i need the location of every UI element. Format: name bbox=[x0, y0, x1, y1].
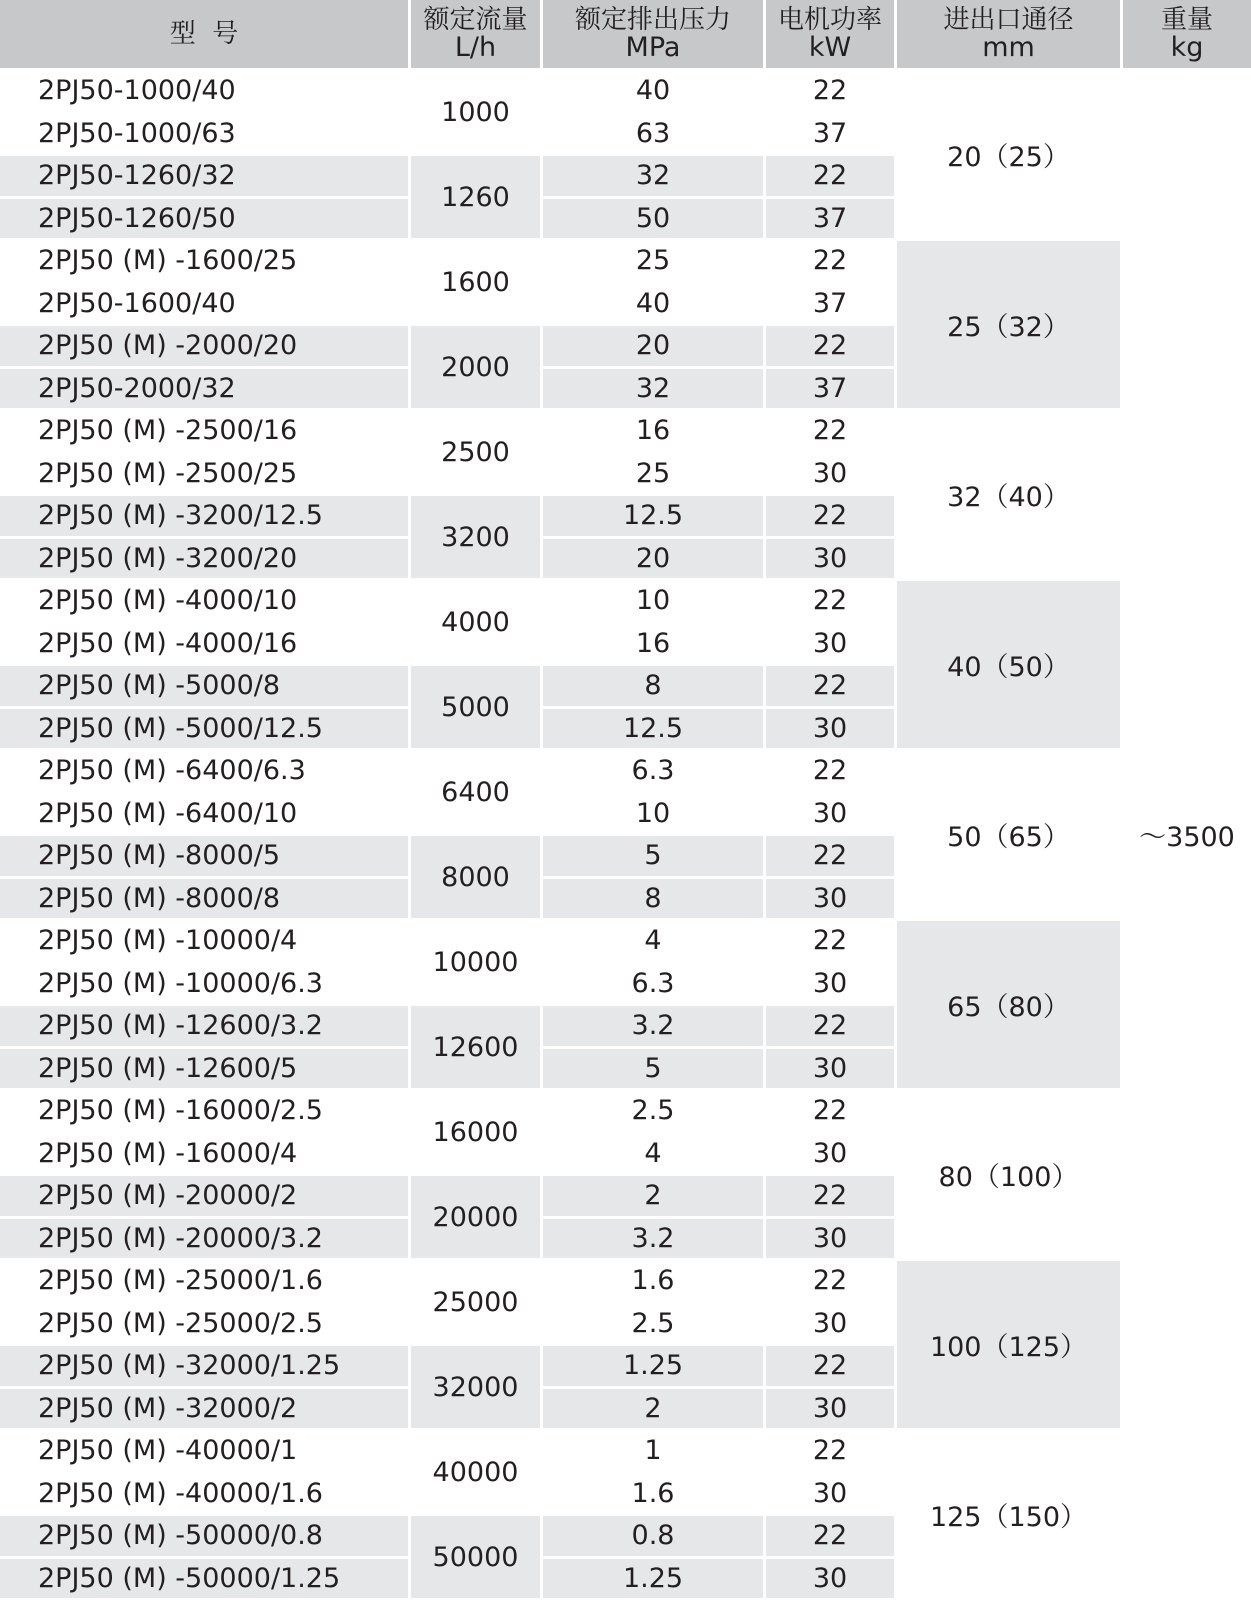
model-cell: 2PJ50 (M) -12600/3.2 bbox=[0, 1006, 408, 1049]
table-row bbox=[0, 921, 1251, 964]
table-row bbox=[0, 1431, 1251, 1474]
pressure-cell: 0.8 bbox=[540, 1516, 763, 1559]
pressure-cell: 1.6 bbox=[540, 1261, 763, 1304]
pressure-unit-label: MPa bbox=[543, 34, 763, 62]
pressure-cell: 3.2 bbox=[540, 1006, 763, 1049]
pressure-cell: 5 bbox=[540, 1049, 763, 1092]
power-cell: 22 bbox=[763, 1006, 894, 1049]
pressure-cell: 5 bbox=[540, 836, 763, 879]
col-header-pressure bbox=[540, 0, 763, 71]
flow-cell: 1260 bbox=[408, 156, 540, 241]
flow-cell: 8000 bbox=[408, 836, 540, 921]
flow-cell: 2500 bbox=[408, 411, 540, 496]
model-cell: 2PJ50 (M) -3200/12.5 bbox=[0, 496, 408, 539]
table-row bbox=[0, 581, 1251, 624]
model-cell: 2PJ50 (M) -32000/1.25 bbox=[0, 1346, 408, 1389]
flow-cell: 32000 bbox=[408, 1346, 540, 1431]
model-cell: 2PJ50 (M) -8000/5 bbox=[0, 836, 408, 879]
pressure-cell: 63 bbox=[540, 114, 763, 157]
table-row bbox=[0, 411, 1251, 454]
power-cell: 22 bbox=[763, 1091, 894, 1134]
power-cell: 37 bbox=[763, 369, 894, 412]
model-cell: 2PJ50 (M) -8000/8 bbox=[0, 879, 408, 922]
power-cell: 37 bbox=[763, 114, 894, 157]
model-header-label: 型 号 bbox=[170, 19, 239, 49]
power-cell: 22 bbox=[763, 241, 894, 284]
pressure-cell: 1.6 bbox=[540, 1474, 763, 1517]
col-header-diameter bbox=[894, 0, 1120, 71]
power-cell: 30 bbox=[763, 624, 894, 667]
col-header-power bbox=[763, 0, 894, 71]
flow-cell: 5000 bbox=[408, 666, 540, 751]
pressure-cell: 10 bbox=[540, 581, 763, 624]
weight-unit-label: kg bbox=[1123, 34, 1251, 62]
model-cell: 2PJ50 (M) -12600/5 bbox=[0, 1049, 408, 1092]
flow-cell: 20000 bbox=[408, 1176, 540, 1261]
power-cell: 22 bbox=[763, 156, 894, 199]
model-cell: 2PJ50-1260/32 bbox=[0, 156, 408, 199]
pressure-cell: 10 bbox=[540, 794, 763, 837]
power-cell: 30 bbox=[763, 1474, 894, 1517]
model-cell: 2PJ50 (M) -16000/2.5 bbox=[0, 1091, 408, 1134]
pressure-cell: 20 bbox=[540, 539, 763, 582]
model-cell: 2PJ50 (M) -2000/20 bbox=[0, 326, 408, 369]
pressure-cell: 12.5 bbox=[540, 496, 763, 539]
flow-cell: 1000 bbox=[408, 71, 540, 156]
power-cell: 22 bbox=[763, 326, 894, 369]
pressure-cell: 2 bbox=[540, 1176, 763, 1219]
pressure-cell: 50 bbox=[540, 199, 763, 242]
pressure-cell: 3.2 bbox=[540, 1219, 763, 1262]
pressure-cell: 32 bbox=[540, 369, 763, 412]
pressure-cell: 16 bbox=[540, 411, 763, 454]
diameter-unit-label: mm bbox=[897, 34, 1120, 62]
power-cell: 30 bbox=[763, 709, 894, 752]
power-cell: 22 bbox=[763, 836, 894, 879]
flow-cell: 16000 bbox=[408, 1091, 540, 1176]
model-cell: 2PJ50 (M) -16000/4 bbox=[0, 1134, 408, 1177]
pressure-cell: 25 bbox=[540, 241, 763, 284]
flow-cell: 50000 bbox=[408, 1516, 540, 1601]
power-cell: 30 bbox=[763, 539, 894, 582]
flow-header-label: 额定流量 bbox=[423, 5, 527, 35]
model-cell: 2PJ50-2000/32 bbox=[0, 369, 408, 412]
pressure-cell: 20 bbox=[540, 326, 763, 369]
table-row bbox=[0, 71, 1251, 114]
table-row bbox=[0, 1091, 1251, 1134]
power-cell: 22 bbox=[763, 581, 894, 624]
model-cell: 2PJ50 (M) -40000/1 bbox=[0, 1431, 408, 1474]
diameter-cell: 25（32） bbox=[894, 241, 1120, 411]
model-cell: 2PJ50 (M) -25000/1.6 bbox=[0, 1261, 408, 1304]
header-row bbox=[0, 0, 1251, 71]
power-cell: 30 bbox=[763, 1219, 894, 1262]
table-body bbox=[0, 71, 1251, 1601]
flow-cell: 40000 bbox=[408, 1431, 540, 1516]
pressure-cell: 16 bbox=[540, 624, 763, 667]
model-cell: 2PJ50 (M) -20000/3.2 bbox=[0, 1219, 408, 1262]
model-cell: 2PJ50 (M) -50000/0.8 bbox=[0, 1516, 408, 1559]
diameter-cell: 65（80） bbox=[894, 921, 1120, 1091]
model-cell: 2PJ50-1000/63 bbox=[0, 114, 408, 157]
model-cell: 2PJ50 (M) -50000/1.25 bbox=[0, 1559, 408, 1601]
model-cell: 2PJ50 (M) -25000/2.5 bbox=[0, 1304, 408, 1347]
flow-cell: 25000 bbox=[408, 1261, 540, 1346]
flow-cell: 6400 bbox=[408, 751, 540, 836]
flow-cell: 4000 bbox=[408, 581, 540, 666]
power-cell: 30 bbox=[763, 1049, 894, 1092]
diameter-header-label: 进出口通径 bbox=[943, 5, 1073, 35]
pressure-cell: 6.3 bbox=[540, 751, 763, 794]
pressure-cell: 2.5 bbox=[540, 1304, 763, 1347]
model-cell: 2PJ50 (M) -3200/20 bbox=[0, 539, 408, 582]
table-row bbox=[0, 1261, 1251, 1304]
diameter-cell: 50（65） bbox=[894, 751, 1120, 921]
weight-header-label: 重量 bbox=[1161, 5, 1213, 35]
power-cell: 37 bbox=[763, 284, 894, 327]
pressure-cell: 6.3 bbox=[540, 964, 763, 1007]
col-header-flow bbox=[408, 0, 540, 71]
pressure-cell: 4 bbox=[540, 921, 763, 964]
power-cell: 30 bbox=[763, 1134, 894, 1177]
table-row bbox=[0, 241, 1251, 284]
pressure-cell: 12.5 bbox=[540, 709, 763, 752]
model-cell: 2PJ50 (M) -4000/16 bbox=[0, 624, 408, 667]
pressure-cell: 2.5 bbox=[540, 1091, 763, 1134]
power-unit-label: kW bbox=[766, 34, 894, 62]
power-cell: 30 bbox=[763, 964, 894, 1007]
model-cell: 2PJ50 (M) -20000/2 bbox=[0, 1176, 408, 1219]
pressure-cell: 4 bbox=[540, 1134, 763, 1177]
power-cell: 37 bbox=[763, 199, 894, 242]
power-cell: 22 bbox=[763, 71, 894, 114]
table-row bbox=[0, 751, 1251, 794]
power-header-label: 电机功率 bbox=[778, 5, 882, 35]
power-cell: 22 bbox=[763, 1176, 894, 1219]
power-cell: 22 bbox=[763, 921, 894, 964]
model-cell: 2PJ50-1000/40 bbox=[0, 71, 408, 114]
diameter-cell: 80（100） bbox=[894, 1091, 1120, 1261]
model-cell: 2PJ50 (M) -5000/8 bbox=[0, 666, 408, 709]
flow-cell: 2000 bbox=[408, 326, 540, 411]
model-cell: 2PJ50 (M) -6400/6.3 bbox=[0, 751, 408, 794]
model-cell: 2PJ50 (M) -2500/16 bbox=[0, 411, 408, 454]
power-cell: 30 bbox=[763, 794, 894, 837]
power-cell: 22 bbox=[763, 1516, 894, 1559]
power-cell: 22 bbox=[763, 496, 894, 539]
model-cell: 2PJ50 (M) -40000/1.6 bbox=[0, 1474, 408, 1517]
pressure-cell: 25 bbox=[540, 454, 763, 497]
power-cell: 30 bbox=[763, 1304, 894, 1347]
power-cell: 22 bbox=[763, 411, 894, 454]
diameter-cell: 32（40） bbox=[894, 411, 1120, 581]
pressure-cell: 40 bbox=[540, 284, 763, 327]
pressure-header-label: 额定排出压力 bbox=[575, 5, 731, 35]
model-cell: 2PJ50 (M) -6400/10 bbox=[0, 794, 408, 837]
power-cell: 30 bbox=[763, 1559, 894, 1601]
pressure-cell: 1.25 bbox=[540, 1346, 763, 1389]
weight-cell: ～3500 bbox=[1120, 71, 1251, 1601]
model-cell: 2PJ50-1260/50 bbox=[0, 199, 408, 242]
power-cell: 30 bbox=[763, 1389, 894, 1432]
model-cell: 2PJ50 (M) -4000/10 bbox=[0, 581, 408, 624]
diameter-cell: 20（25） bbox=[894, 71, 1120, 241]
diameter-cell: 40（50） bbox=[894, 581, 1120, 751]
model-cell: 2PJ50 (M) -2500/25 bbox=[0, 454, 408, 497]
model-cell: 2PJ50 (M) -10000/4 bbox=[0, 921, 408, 964]
power-cell: 22 bbox=[763, 1261, 894, 1304]
flow-cell: 10000 bbox=[408, 921, 540, 1006]
model-cell: 2PJ50 (M) -1600/25 bbox=[0, 241, 408, 284]
flow-cell: 3200 bbox=[408, 496, 540, 581]
model-cell: 2PJ50 (M) -10000/6.3 bbox=[0, 964, 408, 1007]
pressure-cell: 1.25 bbox=[540, 1559, 763, 1601]
pressure-cell: 2 bbox=[540, 1389, 763, 1432]
pressure-cell: 32 bbox=[540, 156, 763, 199]
diameter-cell: 125（150） bbox=[894, 1431, 1120, 1601]
power-cell: 22 bbox=[763, 1346, 894, 1389]
pressure-cell: 1 bbox=[540, 1431, 763, 1474]
power-cell: 22 bbox=[763, 666, 894, 709]
table-header bbox=[0, 0, 1251, 71]
power-cell: 30 bbox=[763, 879, 894, 922]
model-cell: 2PJ50 (M) -32000/2 bbox=[0, 1389, 408, 1432]
model-cell: 2PJ50 (M) -5000/12.5 bbox=[0, 709, 408, 752]
power-cell: 22 bbox=[763, 1431, 894, 1474]
pressure-cell: 40 bbox=[540, 71, 763, 114]
flow-cell: 1600 bbox=[408, 241, 540, 326]
col-header-weight bbox=[1120, 0, 1251, 71]
pressure-cell: 8 bbox=[540, 666, 763, 709]
pressure-cell: 8 bbox=[540, 879, 763, 922]
flow-cell: 12600 bbox=[408, 1006, 540, 1091]
flow-unit-label: L/h bbox=[411, 34, 540, 62]
model-cell: 2PJ50-1600/40 bbox=[0, 284, 408, 327]
col-header-model bbox=[0, 0, 408, 71]
diameter-cell: 100（125） bbox=[894, 1261, 1120, 1431]
power-cell: 22 bbox=[763, 751, 894, 794]
power-cell: 30 bbox=[763, 454, 894, 497]
